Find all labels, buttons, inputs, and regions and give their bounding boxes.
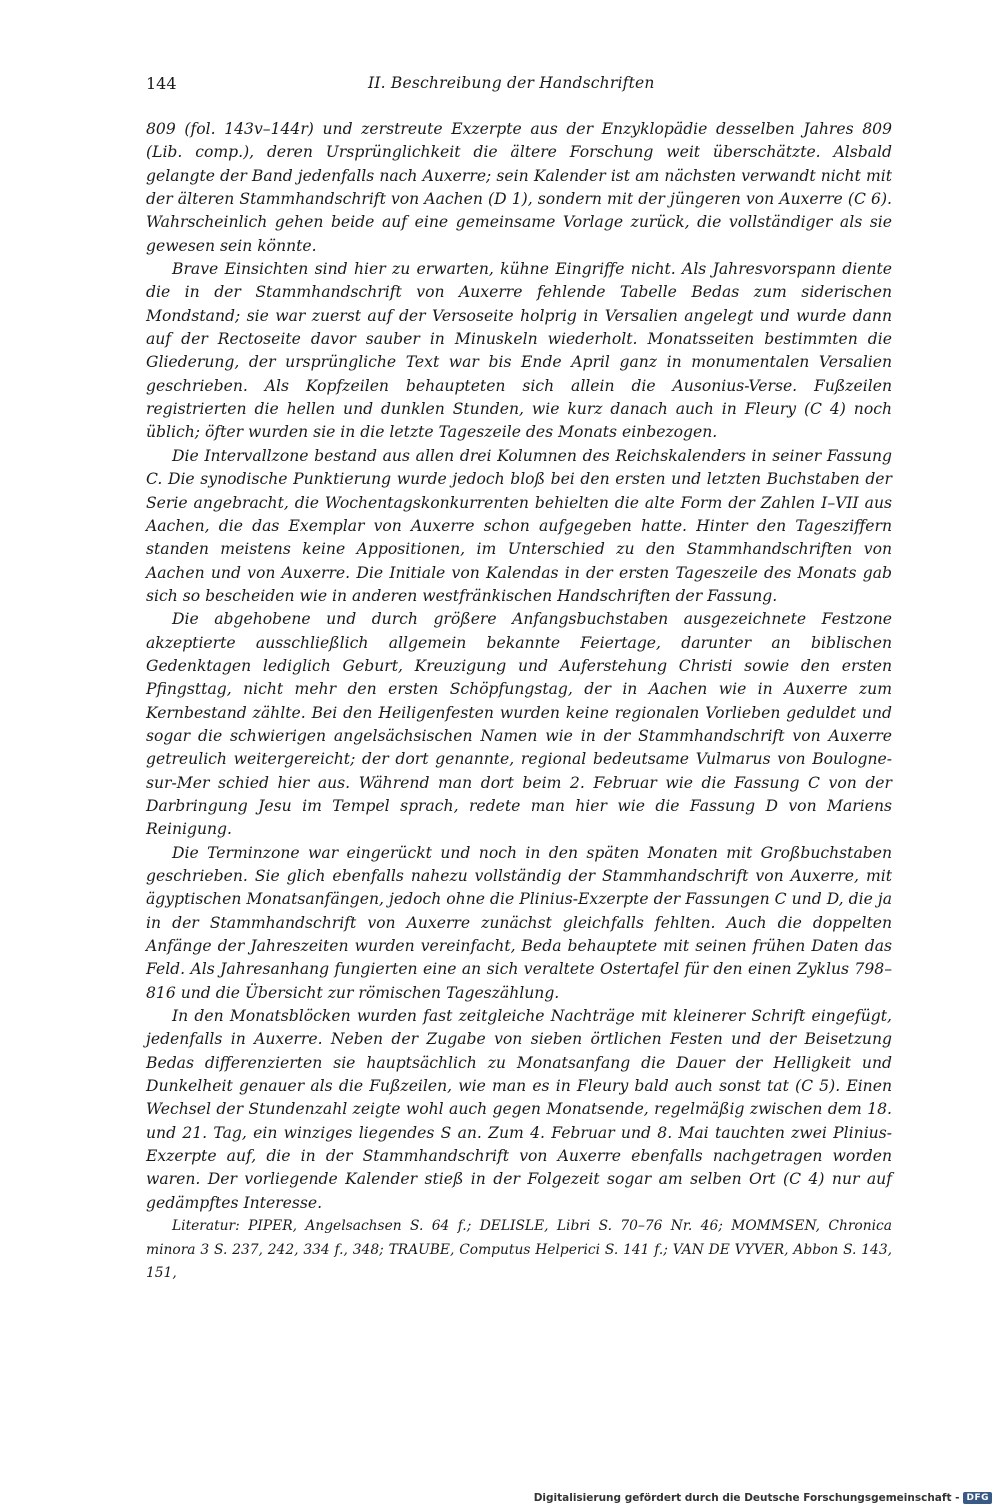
dfg-logo: DFG <box>963 1492 992 1504</box>
literature-references: Literatur: PIPER, Angelsachsen S. 64 f.; DELISLE, Libri S. 70–76 Nr. 46; MOMMSEN, Chronica minora 3 S. 237, 242, 334 f., 348; TRAUBE, Computus Helperici S. 141 f.; VAN DE VYVER, Abbon S. 143, 151, <box>146 1218 892 1281</box>
paragraph: In den Monatsblöcken wurden fast zeitgleiche Nachträge mit kleinerer Schrift eingefügt, jedenfalls in Auxerre. Neben der Zugabe von sieben örtlichen Festen und der Beisetzung Bedas differenzierten sie hauptsächlich zu Monatsanfang die Dauer der Helligkeit und Dunkelheit genauer als die Fußzeilen, wie man es in Fleury bald auch sonst tat (C 5). Einen Wechsel der Stundenzahl zeigte wohl auch gegen Monatsende, regelmäßig zwischen dem 18. und 21. Tag, ein winziges liegendes S an. Zum 4. Februar und 8. Mai tauchten zwei Plinius-Exzerpte auf, die in der Stammhandschrift von Auxerre ebenfalls nachgetragen worden waren. Der vorliegende Kalender stieß in der Folgezeit sogar am selben Ort (C 4) nur auf gedämpftes Interesse. <box>146 1007 892 1212</box>
footer-text: Digitalisierung gefördert durch die Deutsche Forschungsgemeinschaft - <box>533 1492 960 1504</box>
page-number: 144 <box>146 74 177 93</box>
running-title: II. Beschreibung der Handschriften <box>368 74 655 92</box>
paragraph: Die Terminzone war eingerückt und noch in den späten Monaten mit Großbuchstaben geschrieben. Sie glich ebenfalls nahezu vollständig der Stammhandschrift von Auxerre, mit ägyptischen Monatsanfängen, jedoch ohne die Plinius-Exzerpte der Fassungen C und D, die ja in der Stammhandschrift von Auxerre zunächst gleichfalls fehlten. Auch die doppelten Anfänge der Jahreszeiten wurden vereinfacht, Beda behauptete mit seinen frühen Daten das Feld. Als Jahresanhang fungierten eine an sich veraltete Ostertafel für den einen Zyklus 798–816 und die Übersicht zur römischen Tageszählung. <box>146 843 892 1002</box>
body-text <box>146 118 892 1285</box>
paragraph: 809 (fol. 143v–144r) und zerstreute Exzerpte aus der Enzyklopädie desselben Jahres 809 (Lib. comp.), deren Ursprünglichkeit die ältere Forschung weit überschätzte. Alsbald gelangte der Band jedenfalls nach Auxerre; sein Kalender ist am nächsten verwandt nicht mit der älteren Stammhandschrift von Aachen (D 1), sondern mit der jüngeren von Auxerre (C 6). Wahrscheinlich gehen beide auf eine gemeinsame Vorlage zurück, die vollständiger als sie gewesen sein könnte. <box>146 120 892 255</box>
page-header <box>146 74 892 100</box>
digitization-footer <box>534 1492 992 1504</box>
paragraph: Brave Einsichten sind hier zu erwarten, kühne Eingriffe nicht. Als Jahresvorspann diente die in der Stammhandschrift von Auxerre fehlende Tabelle Bedas zum siderischen Mondstand; sie war zuerst auf der Versoseite holprig in Versalien angelegt und wurde dann auf der Rectoseite davor sauber in Minuskeln wiederholt. Monatsseiten bestimmten die Gliederung, der ursprüngliche Text war bis Ende April ganz in monumentalen Versalien geschrieben. Als Kopfzeilen behaupteten sich allein die Ausonius-Verse. Fußzeilen registrierten die hellen und dunklen Stunden, wie kurz danach auch in Fleury (C 4) noch üblich; öfter wurden sie in die letzte Tageszeile des Monats einbezogen. <box>146 260 892 442</box>
paragraph: Die abgehobene und durch größere Anfangsbuchstaben ausgezeichnete Festzone akzeptierte ausschließlich allgemein bekannte Feiertage, darunter an biblischen Gedenktagen lediglich Geburt, Kreuzigung und Auferstehung Christi sowie den ersten Pfingsttag, nicht mehr den ersten Schöpfungstag, der in Aachen wie in Auxerre zum Kernbestand zählte. Bei den Heiligenfesten wurden keine regionalen Vorlieben geduldet und sogar die schwierigen angelsächsischen Namen wie in der Stammhandschrift von Auxerre getreulich weitergereicht; der dort genannte, regional bedeutsame Vulmarus von Boulogne-sur-Mer schied hier aus. Während man dort beim 2. Februar wie die Fassung C von der Darbringung Jesu im Tempel sprach, redete man hier wie die Fassung D von Mariens Reinigung. <box>146 610 892 839</box>
paragraph: Die Intervallzone bestand aus allen drei Kolumnen des Reichskalenders in seiner Fassung C. Die synodische Punktierung wurde jedoch bloß bei den ersten und letzten Buchstaben der Serie angebracht, die Wochentagskonkurrenten behielten die alte Form der Zahlen I–VII aus Aachen, die das Exemplar von Auxerre schon aufgegeben hatte. Hinter den Tagesziffern standen meistens keine Appositionen, im Unterschied zu den Stammhandschriften von Aachen und von Auxerre. Die Initiale von Kalendas in der ersten Tageszeile des Monats gab sich so bescheiden wie in anderen westfränkischen Handschriften der Fassung. <box>146 446 892 605</box>
